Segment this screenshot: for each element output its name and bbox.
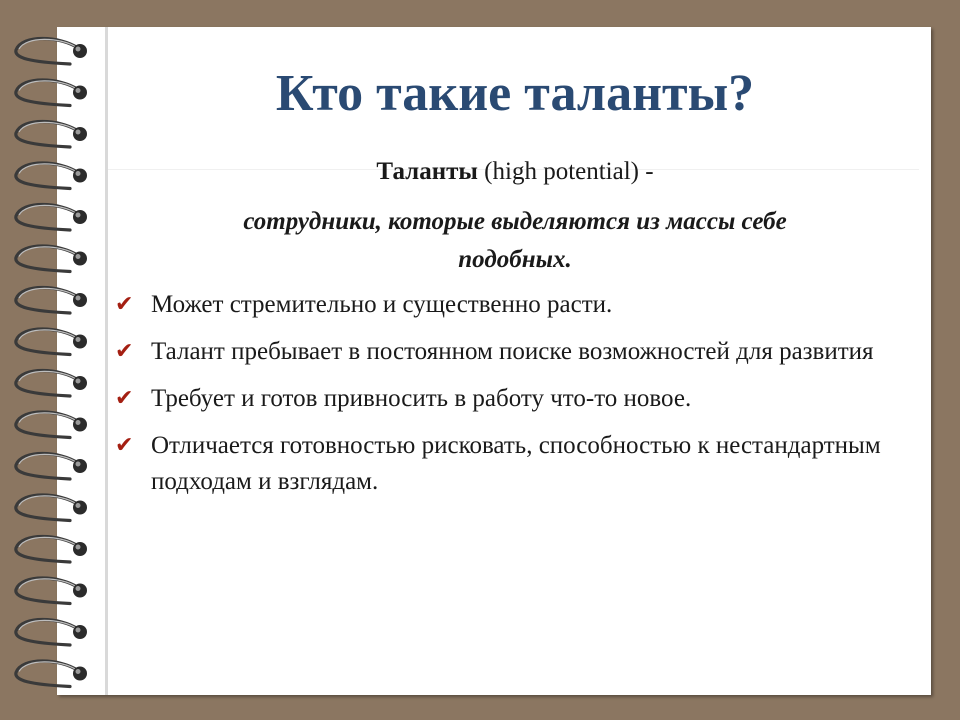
bullet-item (113, 381, 903, 417)
bullet-text: Отличается готовностью рисковать, способностью к нестандартным подходам и взглядам. (151, 432, 881, 495)
definition-text (150, 203, 880, 279)
spiral-binding (0, 0, 110, 720)
spiral-ring-icon (16, 205, 87, 231)
spiral-ring-icon (16, 371, 87, 397)
check-mark-icon: ✔ (115, 386, 134, 411)
spiral-ring-icon (16, 80, 87, 106)
bullet-item (113, 428, 903, 500)
spiral-ring-icon (16, 495, 87, 521)
bullet-text: Талант пребывает в постоянном поиске возможностей для развития (151, 338, 874, 365)
definition-line-1: сотрудники, которые выделяются из массы себе (243, 208, 787, 235)
spiral-ring-icon (16, 454, 87, 480)
spiral-ring-icon (16, 246, 87, 272)
spiral-ring-icon (16, 122, 87, 148)
subtitle-rest: (high potential) - (477, 158, 654, 185)
check-mark-icon: ✔ (115, 339, 134, 364)
check-mark-icon: ✔ (115, 292, 134, 317)
bullet-item (113, 334, 903, 370)
bullet-item (113, 287, 903, 323)
bullet-text: Может стремительно и существенно расти. (151, 291, 613, 318)
spiral-ring-icon (16, 620, 87, 646)
spiral-ring-icon (16, 578, 87, 604)
bullet-text: Требует и готов привносить в работу что-то новое. (151, 385, 692, 412)
slide-subtitle (110, 158, 920, 186)
spiral-ring-icon (16, 163, 87, 189)
spiral-ring-icon (16, 288, 87, 314)
bullet-list (113, 287, 903, 511)
subtitle-term: Таланты (376, 158, 478, 185)
spiral-ring-icon (16, 661, 87, 687)
spiral-ring-icon (16, 329, 87, 355)
definition-line-2: подобных. (458, 246, 572, 273)
slide-title: Кто такие таланты? (275, 65, 755, 122)
check-mark-icon: ✔ (115, 433, 134, 458)
spiral-ring-icon (16, 537, 87, 563)
spiral-ring-icon (16, 412, 87, 438)
spiral-ring-icon (16, 39, 87, 65)
